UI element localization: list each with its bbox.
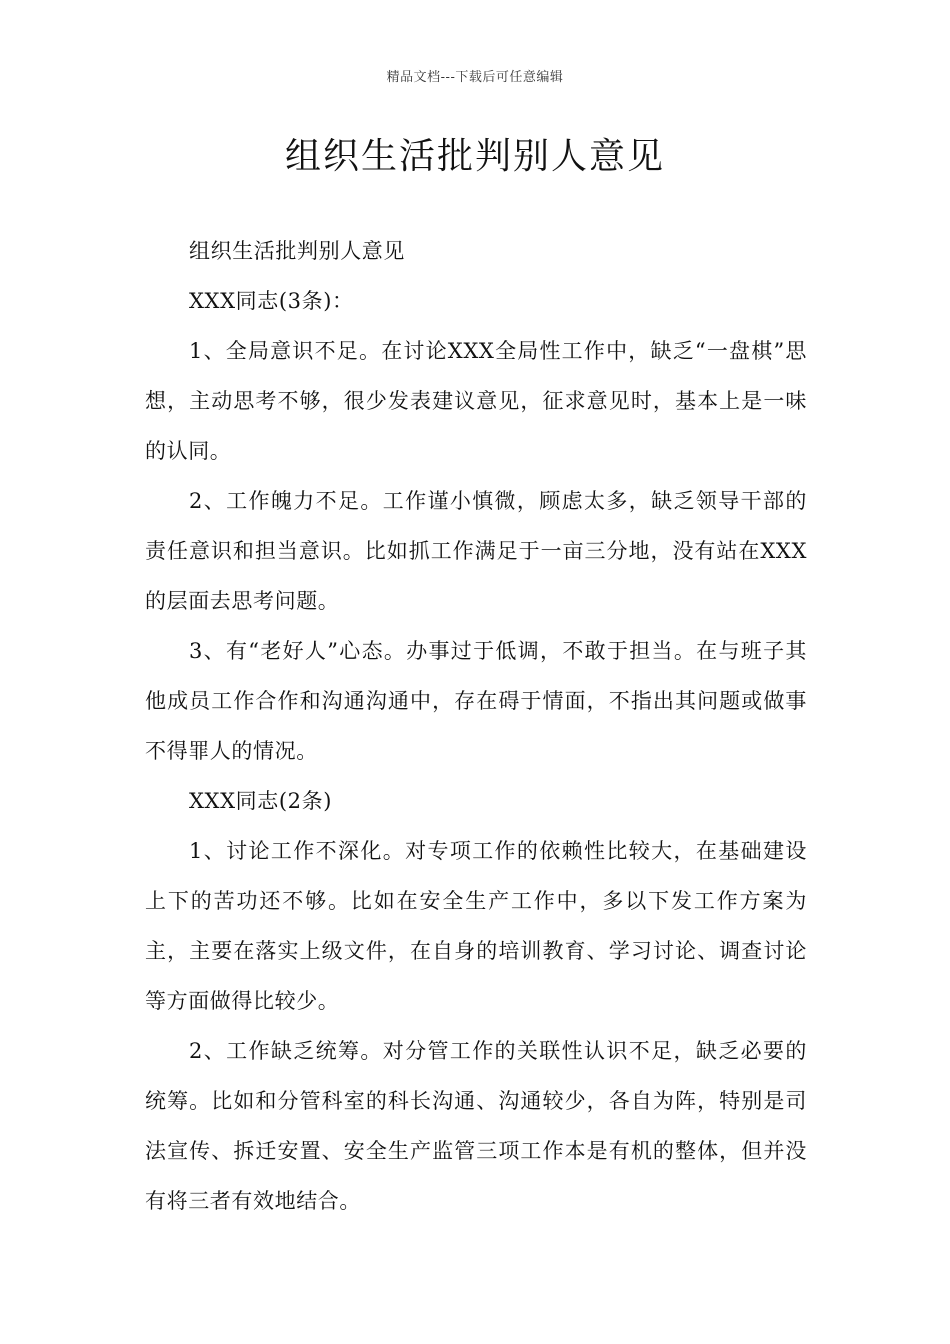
document-body <box>145 226 807 1226</box>
paragraph-item: 1、全局意识不足。在讨论XXX全局性工作中，缺乏“一盘棋”思想，主动思考不够，很少发表建议意见，征求意见时，基本上是一味的认同。 <box>145 339 807 463</box>
paragraph-section-heading-2: XXX同志(2条) <box>189 789 332 813</box>
paragraph-section-heading-1: XXX同志(3条)： <box>189 289 354 313</box>
paragraph-item: 2、工作魄力不足。工作谨小慎微，顾虑太多，缺乏领导干部的责任意识和担当意识。比如抓工作满足于一亩三分地，没有站在XXX的层面去思考问题。 <box>145 489 807 613</box>
document-title: 组织生活批判别人意见 <box>284 136 665 177</box>
header-note: 精品文档---下载后可任意编辑 <box>386 70 564 85</box>
paragraph-item: 3、有“老好人”心态。办事过于低调，不敢于担当。在与班子其他成员工作合作和沟通沟通中，存在碍于情面，不指出其问题或做事不得罪人的情况。 <box>145 639 807 763</box>
paragraph-subtitle: 组织生活批判别人意见 <box>189 239 405 263</box>
paragraph-item: 1、讨论工作不深化。对专项工作的依赖性比较大，在基础建设上下的苦功还不够。比如在安全生产工作中，多以下发工作方案为主，主要在落实上级文件，在自身的培训教育、学习讨论、调查讨论等方面做得比较少。 <box>145 839 807 1013</box>
paragraph-item: 2、工作缺乏统筹。对分管工作的关联性认识不足，缺乏必要的统筹。比如和分管科室的科长沟通、沟通较少，各自为阵，特别是司法宣传、拆迁安置、安全生产监管三项工作本是有机的整体，但并没有将三者有效地结合。 <box>145 1039 807 1213</box>
